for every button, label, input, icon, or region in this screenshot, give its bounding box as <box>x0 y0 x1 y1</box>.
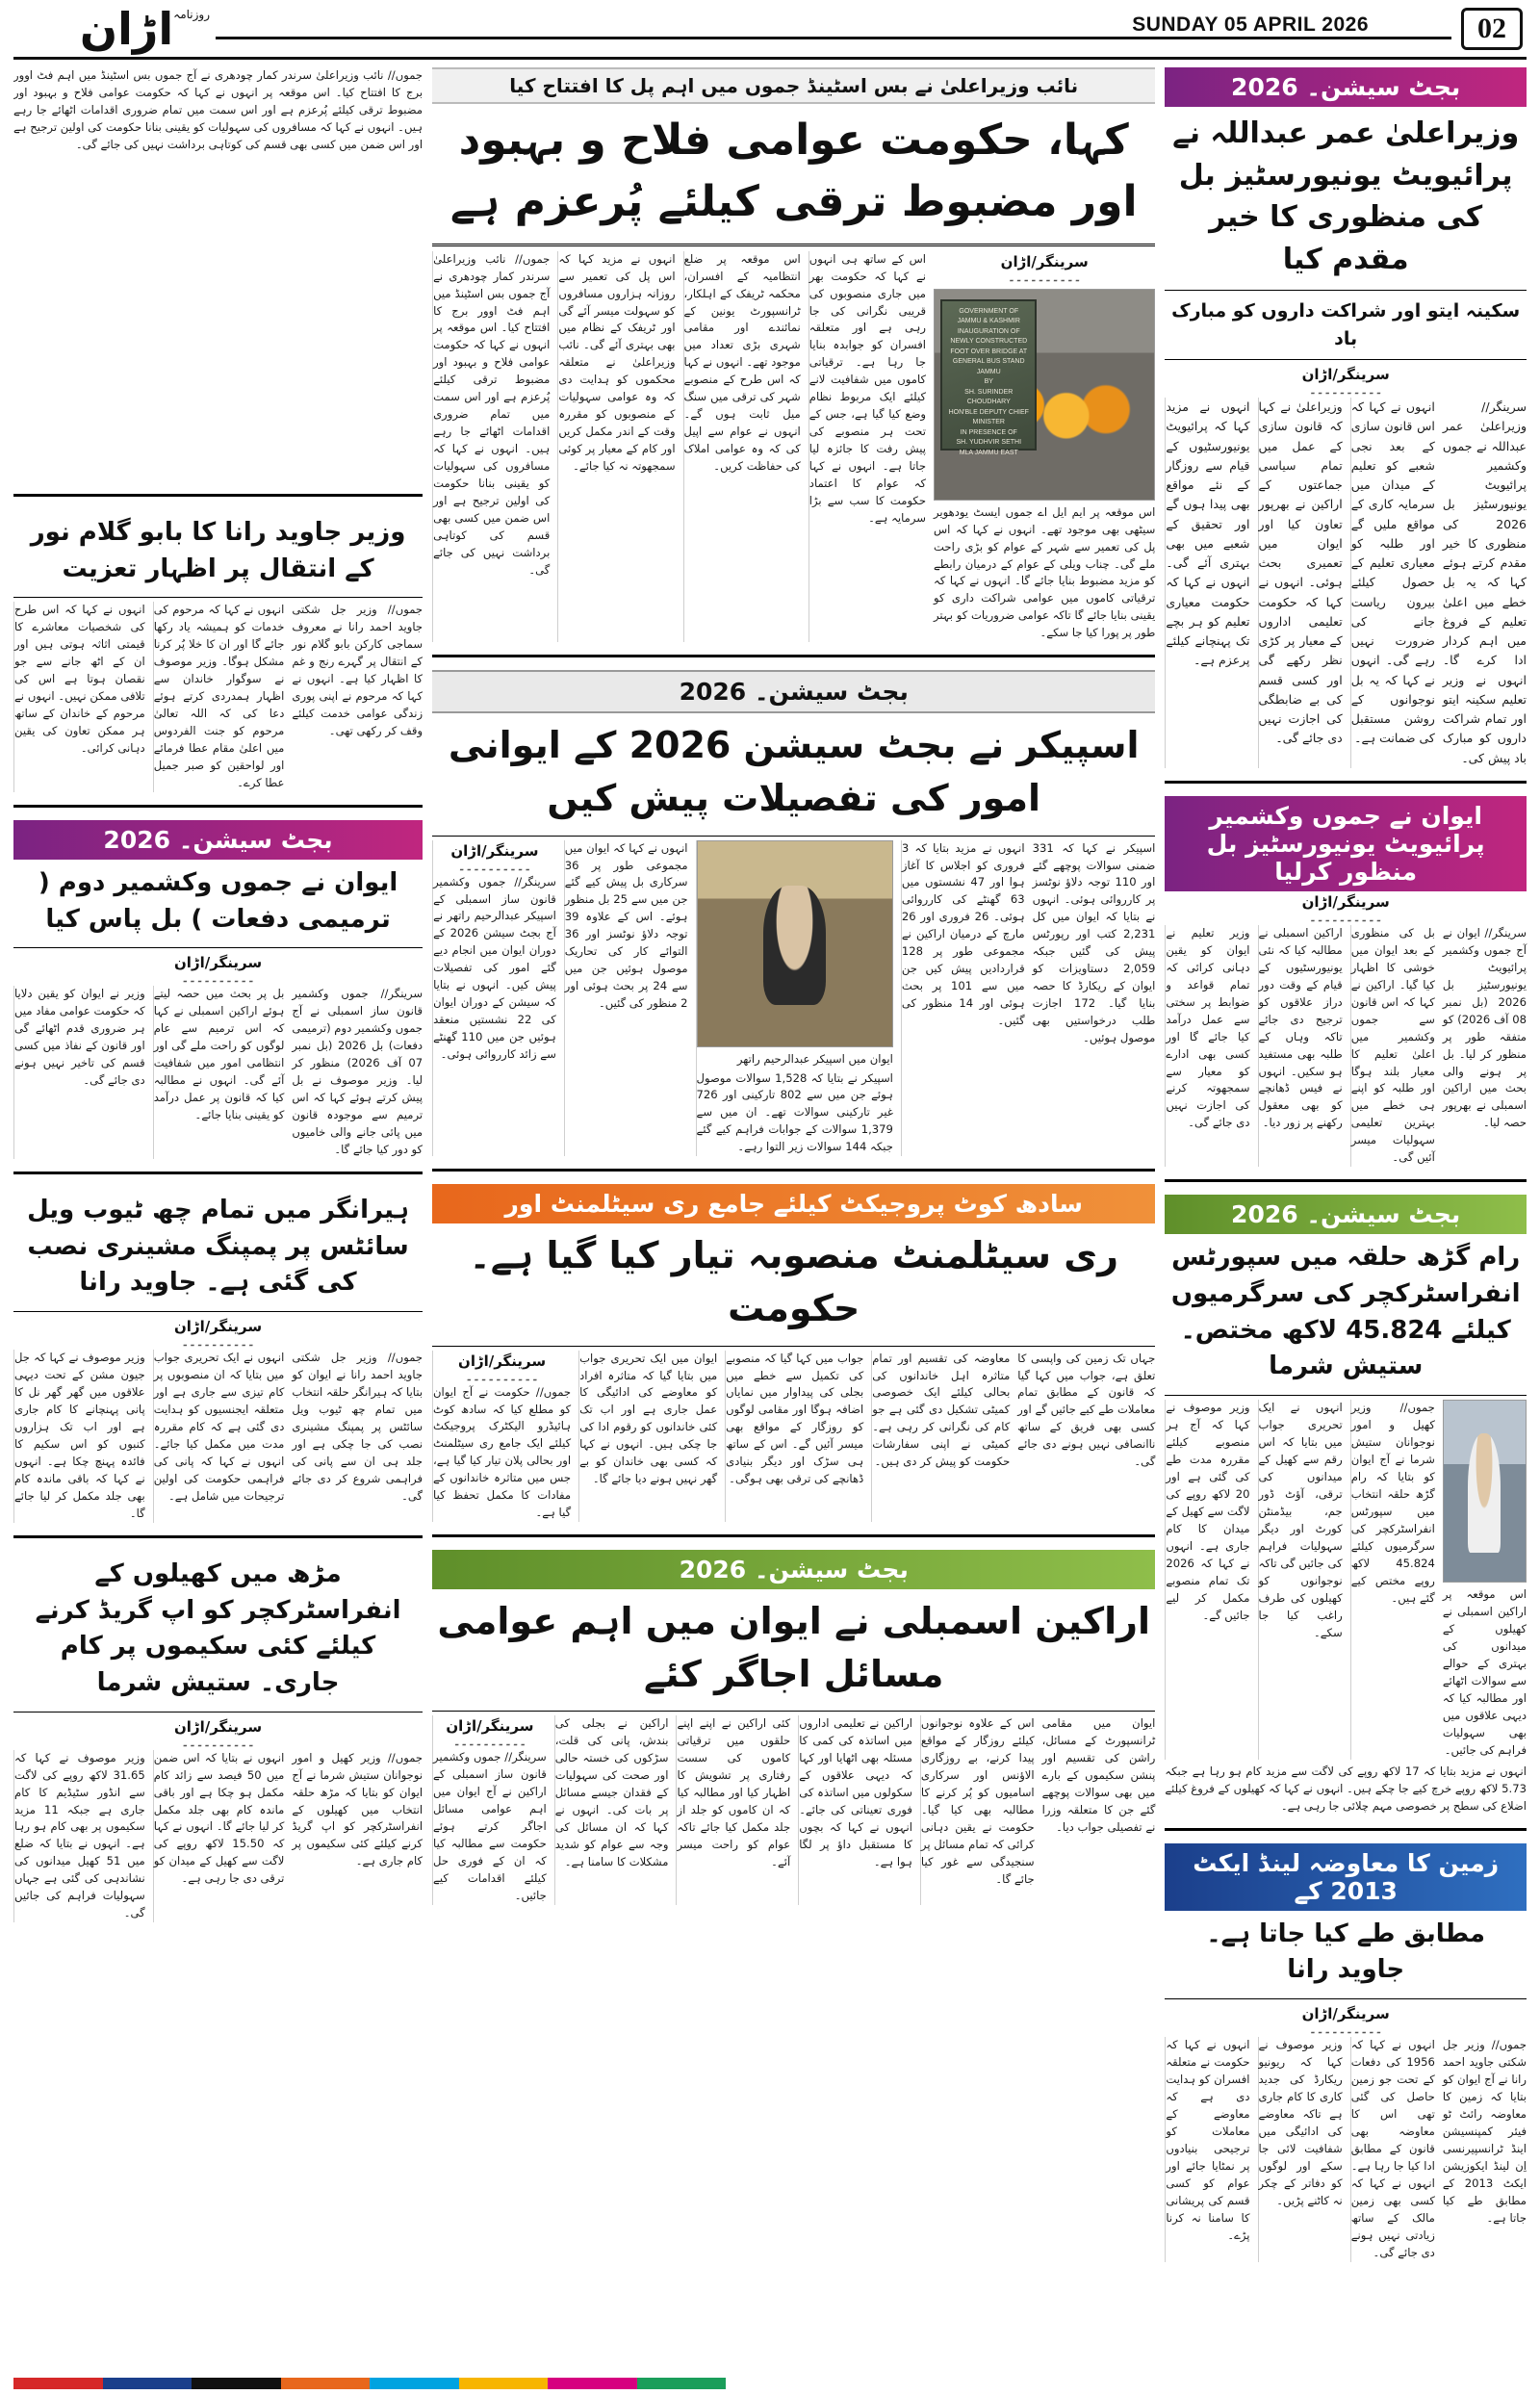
plaque-line: MLA JAMMU EAST <box>959 449 1018 456</box>
paragraph: سرینگر// وزیراعلیٰ عمر عبداللہ نے جموں وکشمیر پرائیویٹ یونیورسٹیز بل 2026 کی منظوری کا خیر مقدم کرتے ہوئے کہا کہ یہ بل خطے میں اعلیٰ تعلیم کے فروغ میں اہم کردار ادا کرے گا۔ انہوں نے وزیر تعلیم سکینہ ایتو اور تمام شراکت داروں کو مبارک باد پیش کی۔ <box>1442 399 1527 765</box>
color-swatch <box>13 2378 103 2389</box>
byline-text: سرینگر/اڑان <box>174 954 263 972</box>
color-swatch <box>370 2378 459 2389</box>
headline-sports-grid: مڑھ میں کھیلوں کے انفراسٹرکچر کو اپ گریڈ کرنے کیلئے کئی سکیموں پر کام جاری۔ ستیش شرما <box>35 1558 401 1697</box>
byline-text: سرینگر/اڑان <box>1000 252 1089 270</box>
plaque-line: SH. YUDHVIR SETHI <box>956 439 1022 447</box>
left-column-spacer <box>13 67 423 481</box>
paragraph: معاوضہ کی تقسیم اور تمام متاثرہ اہل خاندانوں کی بحالی کیلئے ایک خصوصی کمیٹی تشکیل دی گئی ہے جو کام کی نگرانی کر رہی ہے۔ کمیٹی نے اپنی سفارشات حکومت کو پیش کر دی ہیں۔ <box>871 1351 1010 1523</box>
byline-text: سرینگر/اڑان <box>446 1717 534 1736</box>
photo-speaker-rather <box>697 840 893 1047</box>
paragraph: وزیر موصوف نے کہا کہ 31.65 لاکھ روپے کی لاگت سے انڈور سٹیڈیم کا کام جاری ہے جبکہ 11 مزید سکیموں پر بھی کام ہو رہا ہے۔ انہوں نے بتایا کہ ضلع میں 51 کھیل میدانوں کی نشاندہی کی گئی ہے جہاں سہولیات فراہم کی جائیں گی۔ <box>13 1750 145 1923</box>
article-house-passes-bill <box>1165 796 1527 1168</box>
color-swatch <box>103 2378 192 2389</box>
byline-resettlement <box>433 1351 571 1384</box>
byline-tube-wells <box>13 1316 423 1350</box>
publication-date: SUNDAY 05 APRIL 2026 <box>1132 13 1369 36</box>
column-middle <box>432 67 1155 2310</box>
plaque-line: SH. SURINDER CHOUDHARY <box>964 388 1014 406</box>
paragraph: انہوں نے کہا کہ اس قانون سازی کے بعد نجی شعبے کو تعلیم کے میدان میں سرمایہ کاری کے مواقع ملیں گے اور طلبہ کو معیاری تعلیم کے حصول کیلئے بیرون ریاست جانے کی ضرورت نہیں رہے گی۔ انہوں نے کہا کہ یہ بل نوجوانوں کے روشن مستقبل کی ضمانت ہے۔ <box>1350 398 1435 768</box>
paragraph: اراکین اسمبلی نے مطالبہ کیا کہ نئی یونیورسٹیوں کے قیام کے وقت دور دراز علاقوں کو ترجیح دی جائے تاکہ وہاں کے طلبہ بھی مستفید ہو سکیں۔ انہوں نے فیس ڈھانچے کو بھی معقول رکھنے پر زور دیا۔ <box>1258 925 1343 1168</box>
photo-and-text-block <box>1443 1400 1527 1760</box>
color-swatch <box>637 2378 727 2389</box>
paragraph: سرینگر// جموں وکشمیر قانون ساز اسمبلی نے آج جموں وکشمیر دوم (ترمیمی دفعات) بل 2026 (بل نمبر 07 آف 2026) منظور کر لیا۔ وزیر موصوف نے بل پیش کرتے ہوئے کہا کہ اس ترمیم سے موجودہ قانون میں پائی جانے والی خامیوں کو دور کیا جائے گا۔ <box>292 987 424 1157</box>
body-house-passes <box>1165 925 1527 1168</box>
body-speaker-details <box>432 840 1155 1157</box>
byline-text: سرینگر/اڑان <box>1301 892 1390 911</box>
article-public-issues <box>432 1550 1155 1905</box>
paragraph: جموں// حکومت نے آج ایوان کو مطلع کیا کہ سادھ کوٹ ہائیڈرو الیکٹرک پروجیکٹ کیلئے ایک جامع ری سیٹلمنٹ اور بحالی پلان تیار کیا گیا ہے، جس میں متاثرہ خاندانوں کے مفادات کا مکمل تحفظ کیا گیا ہے۔ <box>433 1384 572 1520</box>
byline-text: سرینگر/اڑان <box>1301 366 1390 383</box>
kicker-budget-session: بجٹ سیشن۔ 2026 <box>1165 67 1527 107</box>
byline-dots: ۔۔۔۔۔۔۔۔۔۔ <box>452 1735 526 1750</box>
speaker-byline-block <box>432 840 556 1157</box>
byline-land-act <box>1165 2003 1527 2037</box>
headline-cm-welcomes: وزیراعلیٰ عمر عبداللہ نے پرائیویٹ یونیورسٹیز بل کی منظوری کا خیر مقدم کیا <box>1172 116 1520 276</box>
paragraph: ایوان میں مقامی ٹرانسپورٹ کے مسائل، راشن کی تقسیم اور پنشن سکیموں کے بارے میں بھی سوالات پوچھے گئے جن کا متعلقہ وزرا نے تفصیلی جواب دیا۔ <box>1041 1716 1156 1835</box>
paragraph: انہوں نے کہا کہ 1956 کی دفعات کے تحت جو زمین حاصل کی گئی تھی اس کا معاوضہ بھی قانون کے مطابق ادا کیا جا رہا ہے۔ انہوں نے کہا کہ کسی بھی زمین مالک کے ساتھ زیادتی نہیں ہونے دی جائے گی۔ <box>1350 2037 1435 2262</box>
plaque-line: JAMMU <box>976 368 1001 375</box>
headline-land-act: مطابق طے کیا جاتا ہے۔ جاوید رانا <box>1206 1919 1485 1985</box>
article-resettlement-plan <box>432 1184 1155 1522</box>
kicker-budget-session-2: بجٹ سیشن۔ 2026 <box>1165 1195 1527 1234</box>
paragraph: اراکین نے بجلی کی بندش، پانی کی قلت، سڑکوں کی خستہ حالی اور صحت کی سہولیات کے فقدان جیسے مسائل پر بات کی۔ انہوں نے کہا کہ ان مسائل کی وجہ سے عوام کو شدید مشکلات کا سامنا ہے۔ <box>554 1715 669 1905</box>
byline-dots: ۔۔۔۔۔۔۔۔۔۔ <box>457 859 532 874</box>
paragraph: انہوں نے مزید بتایا کہ 3 فروری کو اجلاس کا آغاز ہوا اور 47 نشستوں میں 63 گھنٹے کی کارروائی ہوئی۔ 26 فروری اور 26 مارچ کے درمیان اراکین نے مجموعی طور پر 128 قراردادیں پیش کیں جن میں سے 101 پر بحث ہوئی اور 14 منظور کی گئیں۔ <box>901 840 1025 1157</box>
photo-bridge-inauguration <box>934 289 1155 501</box>
paragraph: اس موقعہ پر ایم ایل اے جموں ایسٹ یودھویر سیٹھی بھی موجود تھے۔ انہوں نے کہا کہ اس پل کی تعمیر سے شہر کے عوام کو بڑی راحت ملے گی۔ چناب ویلی کے عوام کے درمیان رابطے کو مزید مضبوط بنایا جائے گا۔ انہوں نے کہا کہ ترقیاتی کاموں میں عوامی شراکت داری کو یقینی بنایا جائے گا تاکہ عوامی ضروریات کو بہتر طور پر پورا کیا جا سکے۔ <box>934 504 1156 640</box>
kicker-budget-session-3: بجٹ سیشن۔ 2026 <box>432 670 1155 713</box>
article-land-compensation <box>1165 1843 1527 2262</box>
article-condolence <box>13 509 423 792</box>
byline-dots: ۔۔۔۔۔۔۔۔۔۔ <box>181 971 255 987</box>
byline-speaker-details <box>433 840 556 874</box>
paragraph: انہوں نے کہا کہ حکومت نے متعلقہ افسران کو ہدایت دی ہے کہ معاوضے کے معاملات کو ترجیحی بنیادوں پر نمٹایا جائے اور عوام کو کسی قسم کی پریشانی کا سامنا نہ کرنا پڑے۔ <box>1165 2037 1249 2262</box>
byline-dots: ۔۔۔۔۔۔۔۔۔۔ <box>181 1335 255 1351</box>
byline-amendment-bill <box>13 952 423 986</box>
plaque-line: BY <box>984 378 993 386</box>
byline-public-issues <box>433 1715 547 1749</box>
body-public-issues <box>432 1715 1155 1905</box>
article-speaker-session-details <box>432 670 1155 1156</box>
paragraph: وزیر تعلیم نے ایوان کو یقین دہانی کرائی کہ تمام قواعد و ضوابط پر سختی سے عمل درآمد کیا جائے گا اور کسی بھی ادارے کو معیار سے سمجھوتہ کرنے کی اجازت نہیں دی جائے گی۔ <box>1165 925 1249 1168</box>
headline-condolence: وزیر جاوید رانا کا بابو گلام نور کے انتقال پر اظہار تعزیت <box>30 518 406 583</box>
photo-minister-satish-sharma <box>1443 1400 1527 1583</box>
article-cm-welcomes-bill <box>1165 67 1527 768</box>
paragraph: بل کی منظوری کے بعد ایوان میں خوشی کا اظہار کیا گیا۔ اراکین نے کہا کہ اس قانون سے جموں وکشمیر میں اعلیٰ تعلیم کا معیار بلند ہوگا اور طلبہ کو اپنے ہی خطے میں بہترین تعلیمی سہولیات میسر آئیں گی۔ <box>1350 925 1435 1168</box>
article-sports-infra-ramgarh <box>1165 1195 1527 1815</box>
headline-public-issues: اراکین اسمبلی نے ایوان میں اہم عوامی مسائل اجاگر کئے <box>437 1600 1151 1696</box>
body-lead <box>432 251 1155 643</box>
sialkot-byline-block <box>432 1351 571 1523</box>
article-tube-wells <box>13 1187 423 1523</box>
headline-amendment-bill: ایوان نے جموں وکشمیر دوم ( ترمیمی دفعات ) بل پاس کیا <box>38 868 398 934</box>
paragraph: کئی اراکین نے اپنے اپنے حلقوں میں ترقیاتی کاموں کی سست رفتاری پر تشویش کا اظہار کیا اور مطالبہ کیا کہ ان کاموں کو جلد از جلد مکمل کیا جائے تاکہ عوام کو راحت میسر آئے۔ <box>676 1715 790 1905</box>
paragraph: انہوں نے کہا کہ ایوان میں مجموعی طور پر 36 سرکاری بل پیش کیے گئے جن میں سے 25 بل منظور ہوئے۔ اس کے علاوہ 39 توجہ دلاؤ نوٹسز اور 36 التوائے کار کی تحاریک موصول ہوئیں جن میں سے 24 پر بحث ہوئی اور 2 منظور کی گئیں۔ <box>564 840 688 1157</box>
byline-text: سرینگر/اڑان <box>1301 2005 1390 2023</box>
kicker-budget-session-5: بجٹ سیشن۔ 2026 <box>13 820 423 860</box>
byline-cm-article <box>1165 364 1527 398</box>
paragraph: وزیر موصوف نے کہا کہ جل جیون مشن کے تحت دیہی علاقوں میں گھر گھر نل کا پانی پہنچانے کا کام جاری ہے اور اب تک ہزاروں کنبوں کو اس سکیم کا فائدہ پہنچ چکا ہے۔ انہوں نے کہا کہ باقی ماندہ کام بھی جلد مکمل کر لیا جائے گا۔ <box>13 1350 145 1523</box>
byline-dots: ۔۔۔۔۔۔۔۔۔۔ <box>465 1369 539 1384</box>
headline-sports-infra: رام گڑھ حلقہ میں سپورٹس انفراسٹرکچر کی سرگرمیوں کیلئے 45.824 لاکھ مختص۔ ستیش شرما <box>1170 1243 1521 1381</box>
headline-tube-wells: ہیرانگر میں تمام چھ ٹیوب ویل سائٹس پر پمپنگ مشینری نصب کی گئی ہے۔ جاوید رانا <box>27 1196 409 1298</box>
paragraph: جموں// وزیر کھیل و امور نوجوانان ستیش شرما نے آج ایوان کو بتایا کہ مڑھ حلقہ انتخاب میں کھیلوں کے انفراسٹرکچر کو اپ گریڈ کرنے کیلئے کئی سکیموں پر کام جاری ہے۔ <box>292 1750 424 1868</box>
body-amendment-bill <box>13 986 423 1159</box>
byline-house-passes <box>1165 891 1527 925</box>
headline-speaker-details <box>432 713 1155 831</box>
body-tube-wells <box>13 1350 423 1523</box>
paragraph: ایوان میں ایک تحریری جواب میں بتایا گیا کہ متاثرہ افراد کو معاوضے کی ادائیگی کا عمل جاری ہے اور اب تک کئی خاندانوں کو رقوم ادا کی جا چکی ہیں۔ انہوں نے کہا کہ کسی بھی خاندان کو بے گھر نہیں ہونے دیا جائے گا۔ <box>578 1351 717 1523</box>
masthead-rule <box>216 37 1451 39</box>
paragraph: انہوں نے مزید کہا کہ اس پل کی تعمیر سے روزانہ ہزاروں مسافروں کو سہولت میسر آئے گی اور ٹریفک کے نظام میں بھی بہتری آئے گی۔ نائب وزیراعلیٰ نے متعلقہ محکموں کو ہدایت دی کہ وہ عوامی سہولیات کے منصوبوں کو مقررہ وقت کے اندر مکمل کریں اور کام کے معیار پر کوئی سمجھوتہ نہ کیا جائے۔ <box>557 251 675 643</box>
kicker-sialkot-project: سادھ کوٹ پروجیکٹ کیلئے جامع ری سیٹلمنٹ اور <box>432 1184 1155 1223</box>
paragraph: انہوں نے بتایا کہ اس ضمن میں 50 فیصد سے زائد کام مکمل ہو چکا ہے اور باقی ماندہ کام بھی جلد مکمل کر لیا جائے گا۔ انہوں نے کہا کہ 15.50 لاکھ روپے کی لاگت سے کھیل کے میدان کو ترقی دی جا رہی ہے۔ <box>153 1750 285 1923</box>
byline-text: سرینگر/اڑان <box>174 1717 263 1736</box>
paragraph: سرینگر// جموں وکشمیر قانون ساز اسمبلی کے اسپیکر عبدالرحیم راتھر نے آج بجٹ سیشن 2026 کے دوران ایوان میں انجام دیے گئے امور کی تفصیلات پیش کیں۔ انہوں نے بتایا کہ سیشن کے دوران ایوان کی 22 نشستیں منعقد ہوئیں جن میں 110 گھنٹے سے زائد کارروائی ہوئی۔ <box>433 874 556 1062</box>
subhead-sakina-congrats: سکینہ ایتو اور شراکت داروں کو مبارک باد <box>1171 300 1521 349</box>
byline-dots: ۔۔۔۔۔۔۔۔۔۔ <box>1309 910 1383 925</box>
byline-text: سرینگر/اڑان <box>174 1318 263 1336</box>
byline-sports-grid <box>13 1716 423 1750</box>
headline-text: اسپیکر نے بجٹ سیشن 2026 کے ایوانی امور کی تفصیلات پیش کیں <box>448 724 1140 820</box>
paragraph: اس کے ساتھ ہی انہوں نے کہا کہ حکومت بھر میں جاری منصوبوں کی قریبی نگرانی کی جا رہی ہے اور متعلقہ افسران کو جوابدہ بنایا جا رہا ہے۔ ترقیاتی کاموں میں شفافیت لانے کیلئے ایک مربوط نظام وضع کیا گیا ہے، جس کے تحت ہر منصوبے کی پیش رفت کا جائزہ لیا جاتا ہے۔ انہوں نے کہا کہ عوام کا اعتماد حکومت کا سب سے بڑا سرمایہ ہے۔ <box>808 251 926 643</box>
paragraph: جموں// نائب وزیراعلیٰ سرندر کمار چودھری نے آج جموں بس اسٹینڈ میں اہم فٹ اوور برج کا افتتاح کیا۔ اس موقعہ پر انہوں نے کہا کہ حکومت عوامی فلاح و بہبود اور مضبوط ترقی کیلئے پُرعزم ہے اور اس سمت میں تمام ضروری اقدامات اٹھائے جا رہے ہیں۔ انہوں نے کہا کہ مسافروں کی سہولیات کو یقینی بنانا حکومت کی اولین ترجیح ہے اور اس ضمن میں کسی بھی قسم کی کوتاہی برداشت نہیں کی جائے گی۔ <box>13 68 424 151</box>
paragraph: وزیر نے ایوان کو یقین دلایا کہ حکومت عوامی مفاد میں ہر ضروری قدم اٹھائے گی اور قانون کے نفاذ میں کسی قسم کی تاخیر نہیں ہونے دی جائے گی۔ <box>13 986 145 1159</box>
column-right <box>1165 67 1527 2310</box>
paragraph: جہاں تک زمین کی واپسی کا تعلق ہے، جواب میں کہا گیا کہ قانون کے مطابق تمام معاملات طے کیے جائیں گے اور کسی بھی فریق کے ساتھ ناانصافی نہیں ہونے دی جائے گی۔ <box>1017 1351 1156 1469</box>
body-sports-infra <box>1165 1400 1527 1760</box>
paragraph: اس موقعہ پر اراکین اسمبلی نے کھیلوں کے میدانوں کی بہتری کے حوالے سے سوالات اٹھائے اور مطالبہ کیا کہ دیہی علاقوں میں بھی سہولیات فراہم کی جائیں۔ <box>1442 1587 1527 1757</box>
byline-dots: ۔۔۔۔۔۔۔۔۔۔ <box>1309 383 1383 398</box>
headline-resettlement: ری سیٹلمنٹ منصوبہ تیار کیا گیا ہے۔ حکومت <box>469 1234 1118 1330</box>
paragraph: جموں// وزیر جل شکتی جاوید احمد رانا نے آج ایوان کو بتایا کہ زمین کا معاوضہ رائٹ ٹو فیئر کمپنسیشن اینڈ ٹرانسپیرنسی اِن لینڈ ایکوزیشن ایکٹ 2013 کے مطابق طے کیا جاتا ہے۔ <box>1442 2038 1527 2225</box>
plaque-line: INAUGURATION OF NEWLY CONSTRUCTED <box>950 327 1028 346</box>
kicker-budget-session-4: بجٹ سیشن۔ 2026 <box>432 1550 1155 1589</box>
paragraph: انہوں نے مزید کہا کہ پرائیویٹ یونیورسٹیوں کے قیام سے روزگار کے نئے مواقع بھی پیدا ہوں گے اور تحقیق کے شعبے میں بھی بہتری آئے گی۔ انہوں نے کہا کہ حکومت معیاری تعلیم کو ہر بچے تک پہنچانے کیلئے پرعزم ہے۔ <box>1165 398 1249 768</box>
topbar-lead: نائب وزیراعلیٰ نے بس اسٹینڈ جموں میں اہم پل کا افتتاح کیا <box>432 67 1155 104</box>
article-amendment-bill <box>13 820 423 1159</box>
plaque-line: IN PRESENCE OF <box>960 428 1017 436</box>
byline-lead <box>934 251 1155 285</box>
paragraph: اسپیکر نے بتایا کہ 1,528 سوالات موصول ہوئے جن میں سے 802 تارکینی اور 726 غیر تارکینی سوالات تھے۔ ان میں سے 1,379 سوالات کے جوابات فراہم کیے گئے جبکہ 144 سوالات زیر التوا رہے۔ <box>696 1070 893 1154</box>
paragraph: انہوں نے ایک تحریری جواب میں بتایا کہ اس رقم سے کھیل کے میدانوں کی ترقی، آؤٹ ڈور جم، بیڈمنٹن کورٹ اور دیگر سہولیات فراہم کی جائیں گی تاکہ نوجوانوں کو کھیلوں کی طرف راغب کیا جا سکے۔ <box>1258 1400 1343 1760</box>
color-swatch <box>281 2378 371 2389</box>
paragraph: وزیر موصوف نے کہا کہ آج ہر منصوبے کیلئے مقررہ مدت طے کی گئی ہے اور 20 لاکھ روپے کی لاگت سے کھیل کے میدان کا کام جاری ہے۔ انہوں نے کہا کہ 2026 تک تمام منصوبے مکمل کر لیے جائیں گے۔ <box>1165 1400 1249 1760</box>
paragraph: اس موقعہ پر ضلع انتظامیہ کے افسران، محکمہ ٹریفک کے اہلکار، ٹرانسپورٹ یونین کے نمائندے اور مقامی شہری بڑی تعداد میں موجود تھے۔ انہوں نے کہا کہ اس طرح کے منصوبے شہر کی ترقی میں سنگ میل ثابت ہوں گے۔ انہوں نے عوام سے اپیل کی کہ وہ عوامی املاک کی حفاظت کریں۔ <box>683 251 801 643</box>
logo-small-text: روزنامہ <box>173 7 210 21</box>
body-land-act <box>1165 2037 1527 2262</box>
paragraph: انہوں نے مزید بتایا کہ 17 لاکھ روپے کی لاگت سے مزید کام ہو رہا ہے جبکہ 5.73 لاکھ روپے خرچ کیے جا چکے ہیں۔ انہوں نے کہا کہ کھیلوں کے فروغ کیلئے اضلاع کی سطح پر خصوصی مہم چلائی جا رہی ہے۔ <box>1165 1764 1527 1813</box>
plaque-line: HON'BLE DEPUTY CHIEF MINISTER <box>948 408 1029 426</box>
color-swatch <box>192 2378 281 2389</box>
color-registration-bar <box>13 2378 726 2389</box>
byline-dots: ۔۔۔۔۔۔۔۔۔۔ <box>1008 270 1082 285</box>
byline-text: سرینگر/اڑان <box>458 1352 547 1370</box>
paragraph: سرینگر// ایوان نے آج جموں وکشمیر پرائیویٹ یونیورسٹیز بل 2026 (بل نمبر 08 آف 2026) کو متفقہ طور پر منظور کر لیا۔ بل پر ہونے والی بحث میں اراکین اسمبلی نے بھرپور حصہ لیا۔ <box>1442 925 1527 1130</box>
paragraph: جواب میں کہا گیا کہ منصوبے کی تکمیل سے خطے میں بجلی کی پیداوار میں نمایاں اضافہ ہوگا اور مقامی لوگوں کو روزگار کے مواقع بھی میسر آئیں گے۔ اس کے ساتھ ہی سڑک اور دیگر بنیادی ڈھانچے کی ترقی بھی ہوگی۔ <box>725 1351 863 1523</box>
paragraph: بل پر بحث میں حصہ لیتے ہوئے اراکین اسمبلی نے کہا کہ اس ترمیم سے عام لوگوں کو راحت ملے گی اور انتظامی امور میں شفافیت آئے گی۔ انہوں نے مطالبہ کیا کہ قانون پر عمل درآمد کو یقینی بنایا جائے۔ <box>153 986 285 1159</box>
logo-text: اڑان <box>79 2 174 55</box>
page-content <box>13 67 1527 2310</box>
date-bar <box>216 8 1451 50</box>
body-resettlement <box>432 1351 1155 1523</box>
byline-dots: ۔۔۔۔۔۔۔۔۔۔ <box>181 1735 255 1750</box>
kicker-land-act: زمین کا معاوضہ لینڈ ایکٹ 2013 کے <box>1165 1843 1527 1911</box>
article-sports-grid-marh <box>13 1551 423 1922</box>
paragraph: وزیر موصوف نے کہا کہ ریونیو ریکارڈ کی جدید کاری کا کام جاری ہے تاکہ معاوضے کی ادائیگی میں شفافیت لائی جا سکے اور لوگوں کو دفاتر کے چکر نہ کاٹنے پڑیں۔ <box>1258 2037 1343 2262</box>
paragraph: جموں// وزیر کھیل و امور نوجوانان ستیش شرما نے آج ایوان کو بتایا کہ رام گڑھ حلقہ انتخاب میں سپورٹس انفراسٹرکچر کی سرگرمیوں کیلئے 45.824 لاکھ روپے مختص کیے گئے ہیں۔ <box>1350 1400 1435 1760</box>
page-number: 02 <box>1461 8 1523 50</box>
plaque-line: GOVERNMENT OF JAMMU & KASHMIR <box>957 307 1020 325</box>
paragraph: انہوں نے ایک تحریری جواب میں بتایا کہ ان منصوبوں پر کام تیزی سے جاری ہے اور متعلقہ ایجنسیوں کو ہدایت دی گئی ہے کہ کام مقررہ مدت میں مکمل کیا جائے۔ انہوں نے کہا کہ پانی کی فراہمی حکومت کی اولین ترجیحات میں شامل ہے۔ <box>153 1350 285 1523</box>
paragraph: وزیراعلیٰ نے کہا کہ قانون سازی کے عمل میں تمام سیاسی جماعتوں کے اراکین نے بھرپور تعاون کیا اور ایوان میں تعمیری بحث ہوئی۔ انہوں نے کہا کہ حکومت تعلیمی اداروں کے معیار پر کڑی نظر رکھے گی اور کسی قسم کی بے ضابطگی کی اجازت نہیں دی جائے گی۔ <box>1258 398 1343 768</box>
article-lead-bus-stand <box>432 67 1155 642</box>
byline-text: سرینگر/اڑان <box>450 841 539 860</box>
photo-caption-speaker: ایوان میں اسپیکر عبدالرحیم راتھر <box>736 1051 893 1066</box>
paragraph: اراکین نے تعلیمی اداروں میں اساتذہ کی کمی کا مسئلہ بھی اٹھایا اور کہا کہ دیہی علاقوں کے سکولوں میں اساتذہ کی فوری تعیناتی کی جائے۔ انہوں نے کہا کہ بچوں کا مستقبل داؤ پر لگا ہوا ہے۔ <box>798 1715 912 1905</box>
body-sports-grid <box>13 1750 423 1923</box>
paragraph: جموں// نائب وزیراعلیٰ سرندر کمار چودھری نے آج جموں بس اسٹینڈ میں اہم فٹ اوور برج کا افتتاح کیا۔ اس موقعہ پر انہوں نے کہا کہ حکومت عوامی فلاح و بہبود اور مضبوط ترقی کیلئے پُرعزم ہے اور اس سمت میں تمام ضروری اقدامات اٹھائے جا رہے ہیں۔ انہوں نے کہا کہ مسافروں کی سہولیات کو یقینی بنانا حکومت کی اولین ترجیح ہے اور اس ضمن میں کسی بھی قسم کی کوتاہی برداشت نہیں کی جائے گی۔ <box>432 251 550 643</box>
publication-logo <box>13 2 216 56</box>
headline-lead: کہا، حکومت عوامی فلاح و بہبود اور مضبوط ترقی کیلئے پُرعزم ہے <box>449 116 1138 226</box>
paragraph: انہوں نے کہا کہ اس طرح کی شخصیات معاشرے کا قیمتی اثاثہ ہوتی ہیں اور ان کے اٹھ جانے سے جو نقصان ہوتا ہے اس کی تلافی ممکن نہیں۔ انہوں نے مرحوم کے خاندان کے ساتھ ہر ممکن تعاون کی یقین دہانی کرائی۔ <box>13 602 145 792</box>
body-cm-welcomes <box>1165 398 1527 768</box>
byline-dots: ۔۔۔۔۔۔۔۔۔۔ <box>1309 2022 1383 2038</box>
paragraph: جموں// وزیر جل شکتی جاوید احمد رانا نے معروف سماجی کارکن بابو گلام نور کے انتقال پر گہرے رنج و غم کا اظہار کیا ہے۔ انہوں نے کہا کہ مرحوم نے اپنی پوری زندگی عوامی خدمت کیلئے وقف کر رکھی تھی۔ <box>292 603 424 738</box>
body-condolence <box>13 602 423 792</box>
speaker-photo-block <box>696 840 893 1157</box>
paragraph: اس کے علاوہ نوجوانوں کیلئے روزگار کے مواقع پیدا کرنے، بے روزگاری الاؤنس اور سرکاری اسامیوں کو پُر کرنے کا مطالبہ بھی کیا گیا۔ حکومت نے یقین دہانی کرائی کہ تمام مسائل پر سنجیدگی سے غور کیا جائے گا۔ <box>920 1715 1035 1905</box>
column-left <box>13 67 423 2310</box>
public-issues-byline-block <box>432 1715 547 1905</box>
color-swatch <box>548 2378 637 2389</box>
plaque-line: FOOT OVER BRIDGE AT GENERAL BUS STAND <box>950 348 1028 366</box>
color-swatch <box>459 2378 549 2389</box>
masthead <box>13 0 1527 60</box>
kicker-house-passes: ایوان نے جموں وکشمیر پرائیویٹ یونیورسٹیز بل منظور کرلیا <box>1165 796 1527 891</box>
plaque-inscription <box>940 299 1037 456</box>
paragraph: اسپیکر نے کہا کہ 331 ضمنی سوالات پوچھے گئے اور 110 توجہ دلاؤ نوٹسز پر کارروائی ہوئی۔ انہوں نے بتایا کہ ایوان میں کل 2,231 کتب اور رپورٹس پیش کی گئیں جبکہ 2,059 دستاویزات کو ایوان کے ریکارڈ کا حصہ بنایا گیا۔ 172 اجازت طلب درخواستیں بھی موصول ہوئیں۔ <box>1032 840 1156 1045</box>
paragraph: سرینگر// جموں وکشمیر قانون ساز اسمبلی کے اراکین نے آج ایوان میں اہم عوامی مسائل اجاگر کرتے ہوئے حکومت سے مطالبہ کیا کہ ان کے فوری حل کیلئے اقدامات کیے جائیں۔ <box>433 1750 547 1903</box>
paragraph: انہوں نے کہا کہ مرحوم کی خدمات کو ہمیشہ یاد رکھا جائے گا اور ان کا خلا پُر کرنا مشکل ہوگا۔ وزیر موصوف نے سوگوار خاندان سے اظہار ہمدردی کرتے ہوئے دعا کی کہ اللہ تعالیٰ مرحوم کو جنت الفردوس میں اعلیٰ مقام عطا فرمائے اور لواحقین کو صبر جمیل عطا کرے۔ <box>153 602 285 792</box>
lead-photo-block <box>934 251 1155 643</box>
paragraph: جموں// وزیر جل شکتی جاوید احمد رانا نے ایوان کو بتایا کہ ہیرانگر حلقہ انتخاب میں تمام چھ ٹیوب ویل سائٹس پر پمپنگ مشینری نصب کی جا چکی ہے اور جلد ہی ان سے پانی کی فراہمی شروع کر دی جائے گی۔ <box>292 1351 424 1503</box>
